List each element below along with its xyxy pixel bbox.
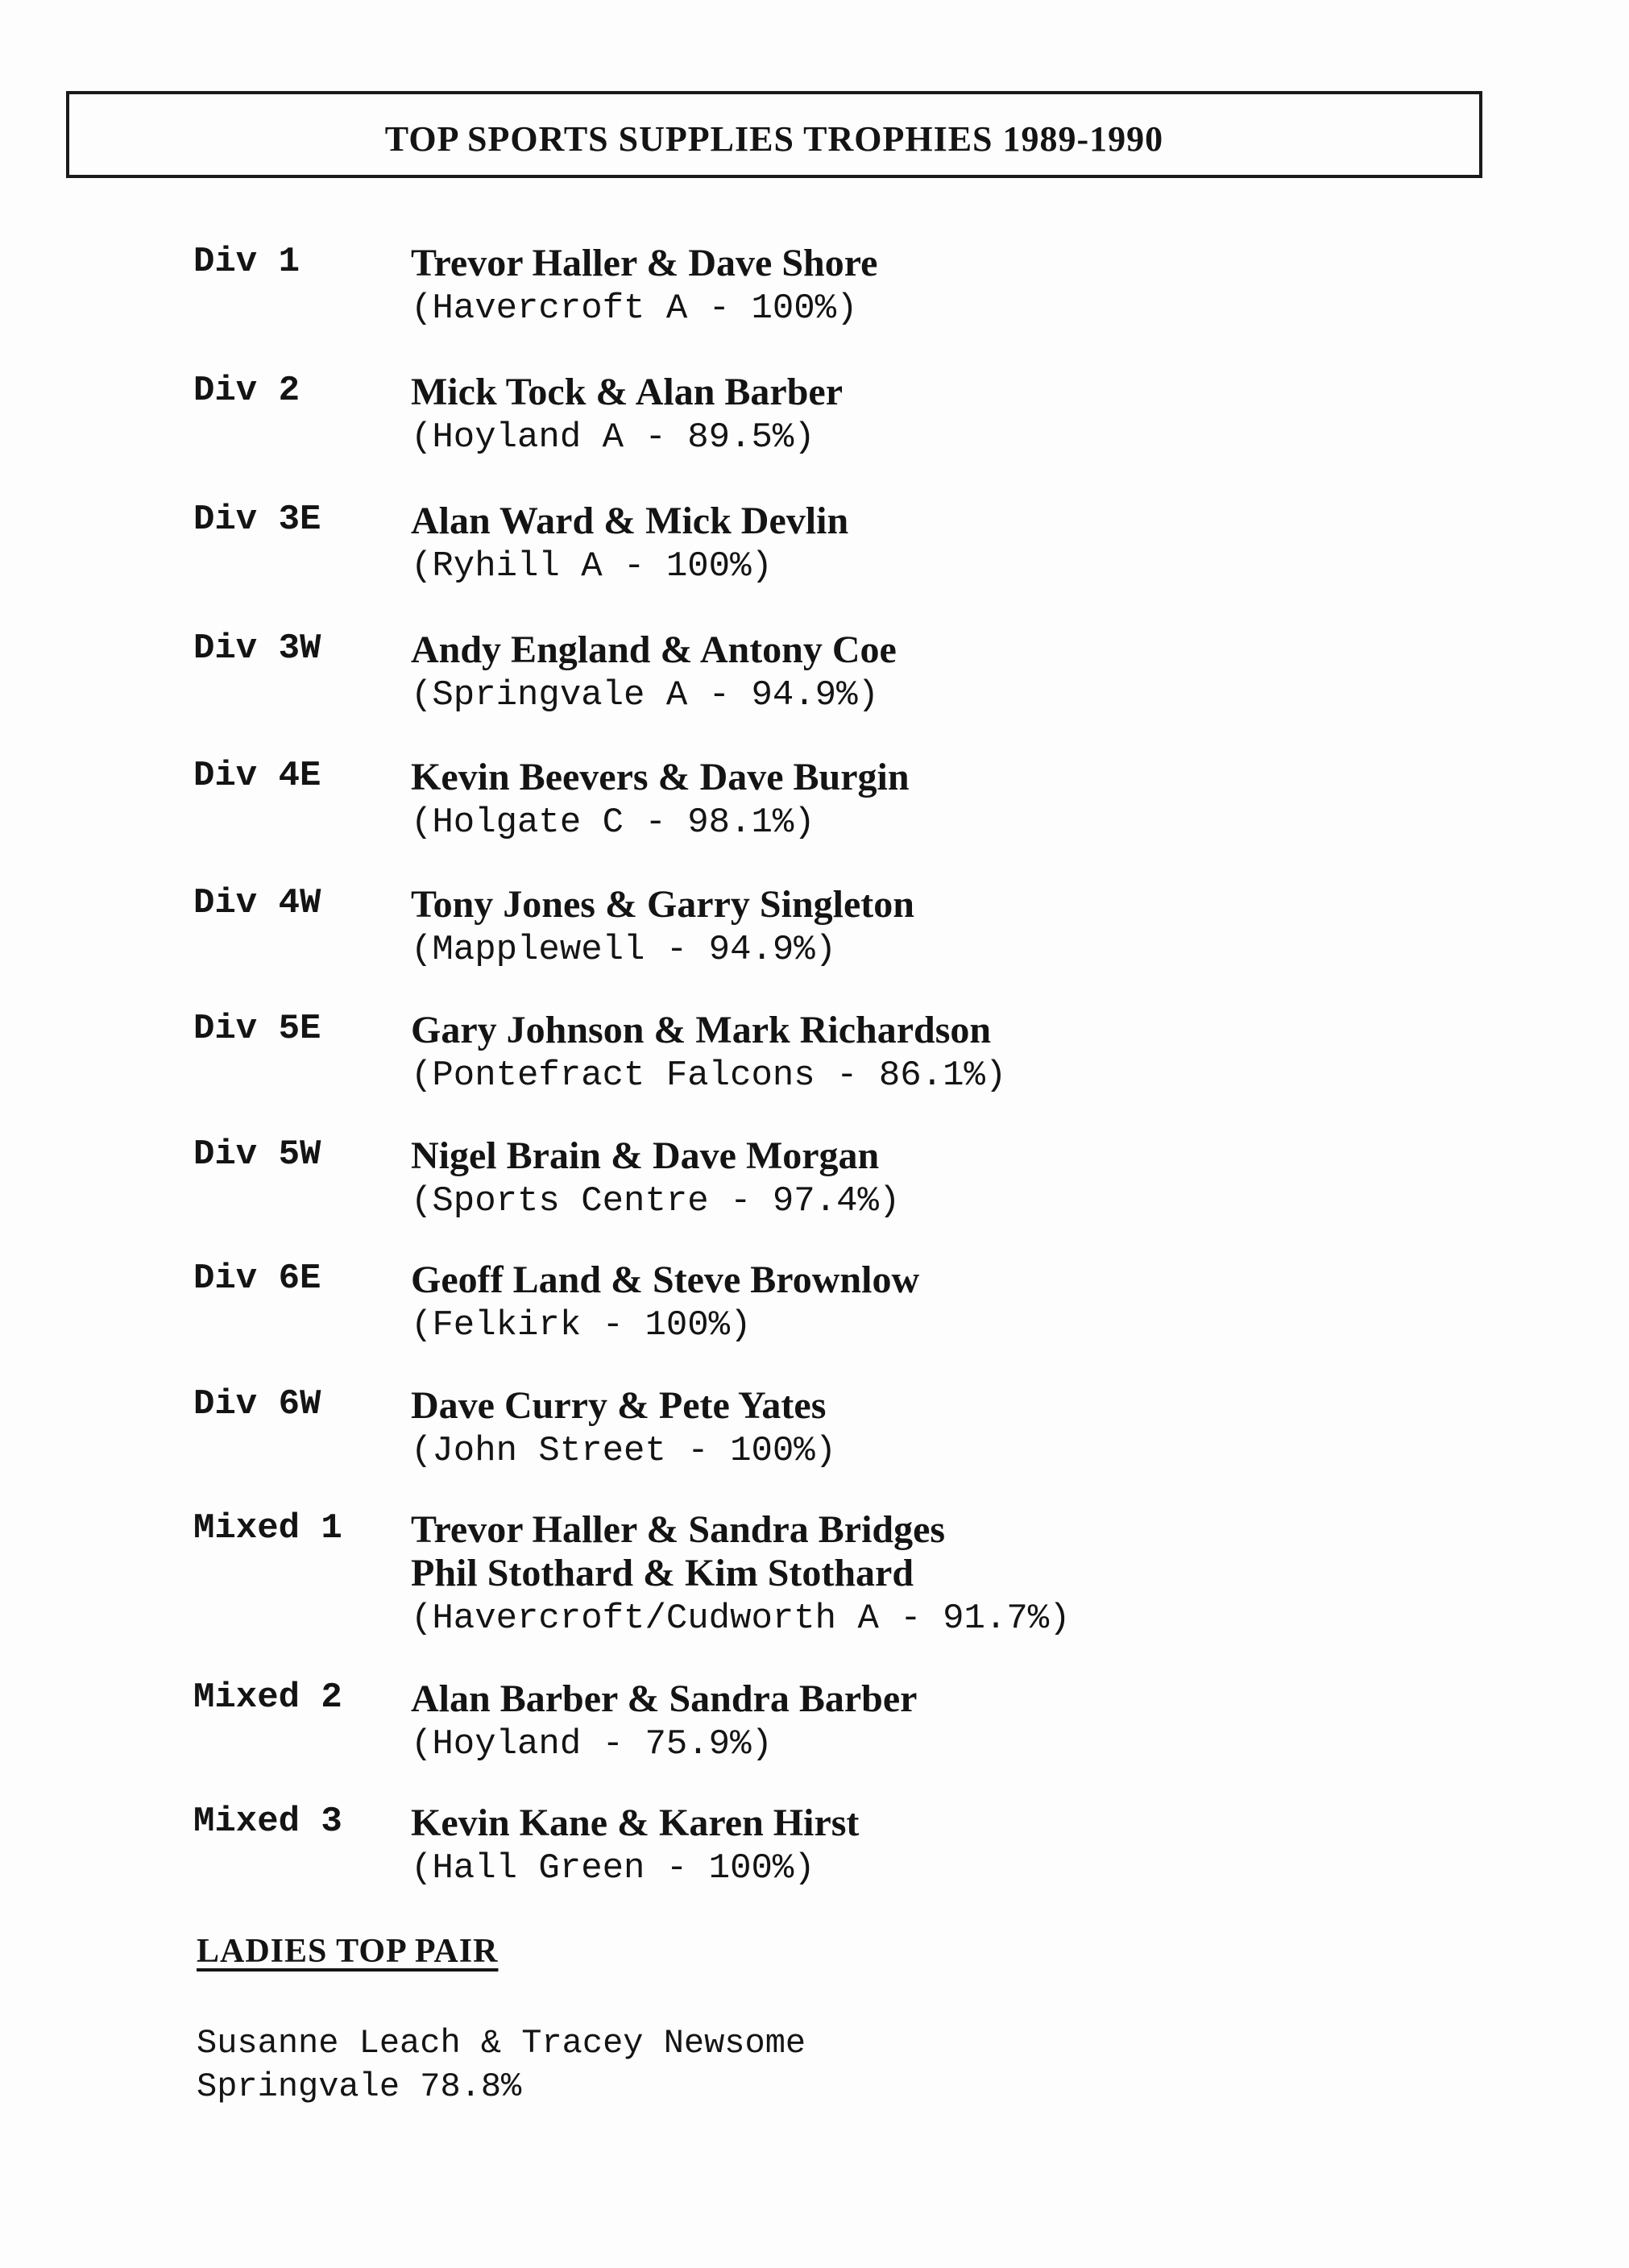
team-result: (Pontefract Falcons - 86.1%) [411, 1055, 1007, 1096]
team-result: (Hoyland - 75.9%) [411, 1724, 773, 1764]
division-label: Div 5E [193, 1009, 321, 1049]
winner-names: Nigel Brain & Dave Morgan [411, 1134, 880, 1177]
division-label: Div 5W [193, 1134, 321, 1175]
team-result: (John Street - 100%) [411, 1431, 837, 1471]
division-label: Div 2 [193, 371, 301, 411]
winner-names: Phil Stothard & Kim Stothard [411, 1552, 914, 1594]
winner-names: Mick Tock & Alan Barber [411, 371, 844, 413]
title-box [66, 91, 1482, 178]
winner-names: Trevor Haller & Sandra Bridges [411, 1508, 946, 1551]
team-result: (Holgate C - 98.1%) [411, 802, 815, 843]
team-result: (Ryhill A - 100%) [411, 546, 773, 587]
winner-names: Alan Barber & Sandra Barber [411, 1677, 918, 1720]
team-result: (Sports Centre - 97.4%) [411, 1181, 901, 1221]
division-label: Div 6W [193, 1384, 321, 1424]
team-result: (Havercroft/Cudworth A - 91.7%) [411, 1598, 1071, 1639]
team-result: (Havercroft A - 100%) [411, 288, 858, 329]
team-result: (Mapplewell - 94.9%) [411, 930, 837, 970]
winner-names: Kevin Kane & Karen Hirst [411, 1802, 860, 1844]
team-result: (Hoyland A - 89.5%) [411, 417, 815, 458]
division-label: Div 3E [193, 500, 321, 540]
division-label: Mixed 3 [193, 1802, 342, 1842]
division-label: Div 3W [193, 628, 321, 669]
winner-names: Andy England & Antony Coe [411, 628, 897, 671]
division-label: Div 4W [193, 883, 321, 923]
division-label: Mixed 1 [193, 1508, 342, 1549]
winner-names: Trevor Haller & Dave Shore [411, 242, 878, 284]
ladies-names: Susanne Leach & Tracey Newsome [197, 2024, 806, 2063]
winner-names: Gary Johnson & Mark Richardson [411, 1009, 992, 1051]
winner-names: Alan Ward & Mick Devlin [411, 500, 849, 542]
winner-names: Dave Curry & Pete Yates [411, 1384, 827, 1427]
winner-names: Geoff Land & Steve Brownlow [411, 1258, 920, 1301]
division-label: Div 4E [193, 756, 321, 796]
team-result: (Springvale A - 94.9%) [411, 675, 879, 715]
page-title: TOP SPORTS SUPPLIES TROPHIES 1989-1990 [384, 119, 1164, 159]
team-result: (Hall Green - 100%) [411, 1848, 815, 1889]
winner-names: Kevin Beevers & Dave Burgin [411, 756, 910, 798]
ladies-club: Springvale 78.8% [197, 2067, 522, 2106]
division-label: Div 6E [193, 1258, 321, 1299]
winner-names: Tony Jones & Garry Singleton [411, 883, 914, 926]
division-label: Mixed 2 [193, 1677, 342, 1718]
ladies-heading: LADIES TOP PAIR [197, 1933, 499, 1970]
team-result: (Felkirk - 100%) [411, 1305, 752, 1345]
division-label: Div 1 [193, 242, 301, 282]
